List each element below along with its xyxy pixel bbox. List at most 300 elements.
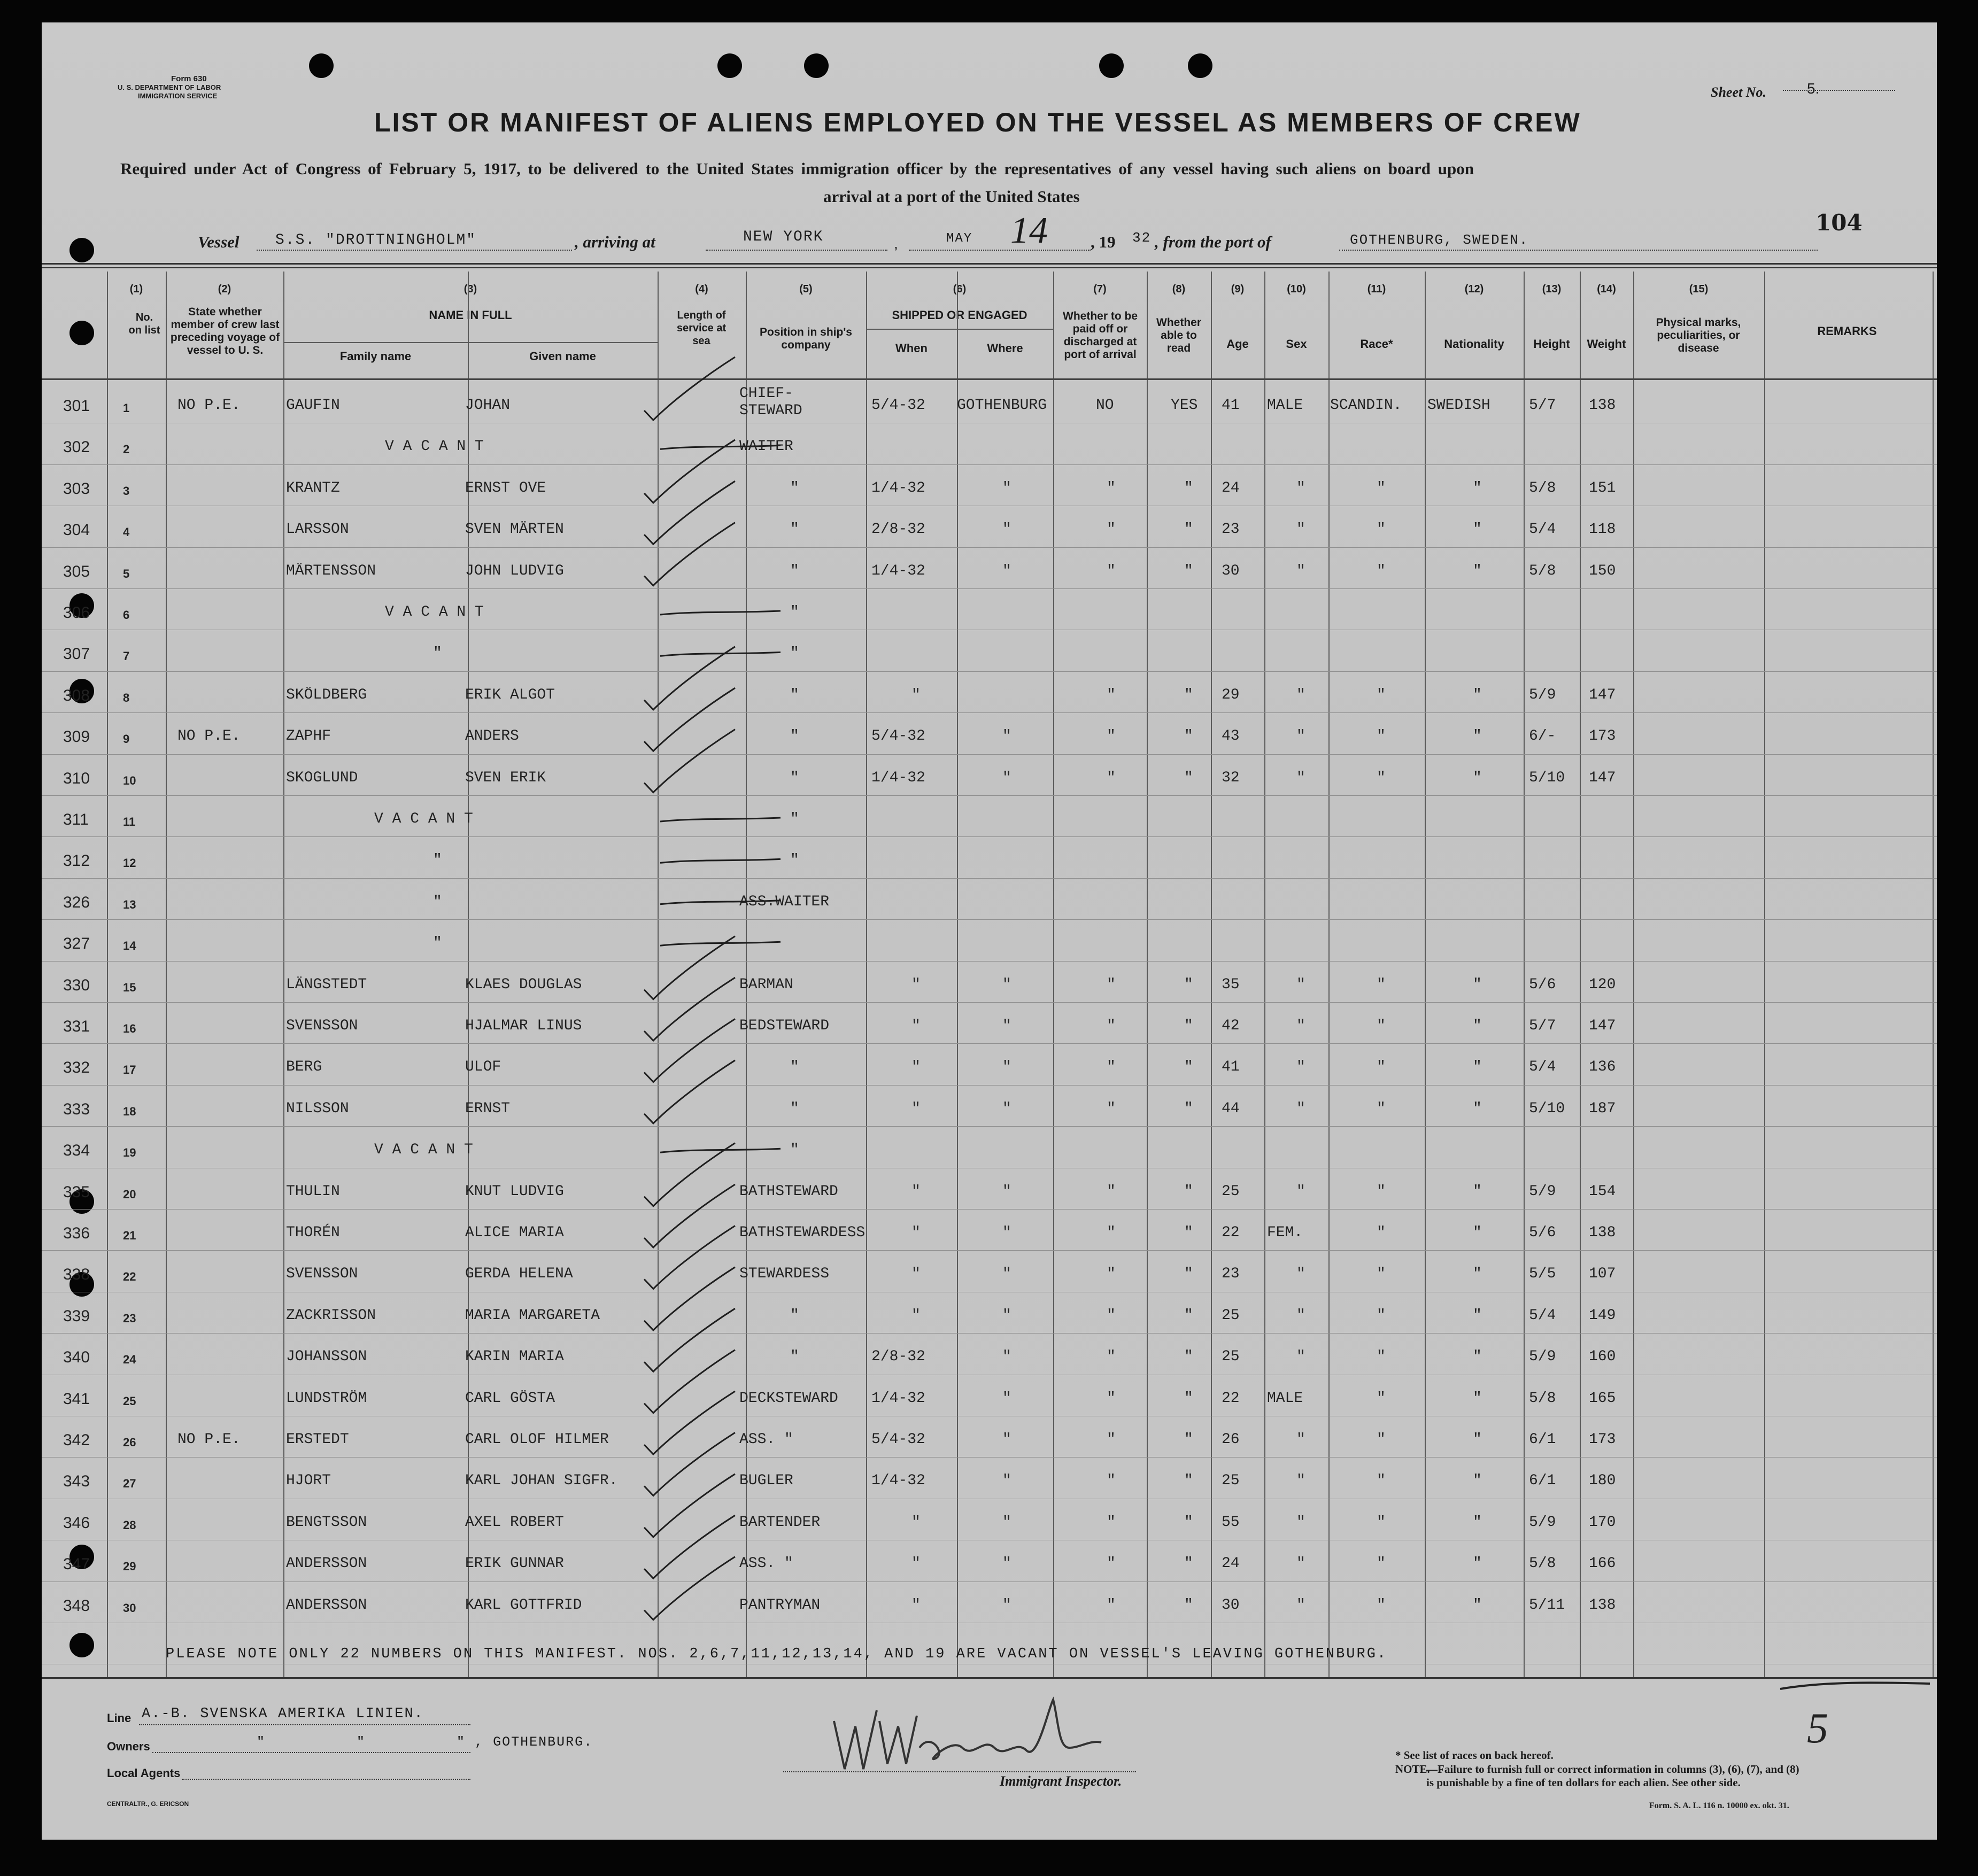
sex: " (1296, 1100, 1305, 1117)
shipped-where: " (1002, 1555, 1011, 1572)
list-number: 3 (123, 484, 130, 498)
service-checkmark (644, 1557, 735, 1620)
weight: 147 (1589, 686, 1616, 703)
position: " (790, 1142, 799, 1159)
list-number: 22 (123, 1270, 136, 1284)
family-name: HJORT (286, 1472, 331, 1490)
height: 5/9 (1529, 1348, 1556, 1366)
able-to-read: " (1184, 1059, 1193, 1076)
list-number: 7 (123, 649, 130, 663)
height: 5/11 (1529, 1596, 1565, 1614)
family-name: SKOGLUND (286, 769, 358, 786)
able-to-read: " (1184, 1224, 1193, 1241)
col4-number: (4) (695, 283, 708, 295)
shipped-where: " (1002, 479, 1011, 497)
able-to-read: " (1184, 976, 1193, 993)
service-checkmark (644, 936, 735, 999)
list-number: 2 (123, 443, 130, 456)
col5-label: Position in ship's company (759, 326, 852, 351)
list-number: 15 (123, 980, 136, 994)
race: " (1377, 1348, 1386, 1366)
race: " (1377, 1514, 1386, 1531)
shipped-where: " (1002, 1183, 1011, 1200)
paid-off: " (1107, 479, 1116, 497)
line-value: A.-B. SVENSKA AMERIKA LINIEN. (142, 1706, 424, 1722)
given-name: MARIA MARGARETA (465, 1307, 600, 1324)
arrival-day: 14 (1010, 210, 1048, 251)
position: BUGLER (739, 1472, 793, 1490)
family-name: " (433, 893, 442, 910)
sex: " (1296, 769, 1305, 786)
arrival-port: NEW YORK (743, 229, 824, 245)
weight: 166 (1589, 1555, 1616, 1572)
position: " (790, 1059, 799, 1076)
paid-off: " (1107, 1018, 1116, 1034)
col4-label: Length of service at sea (676, 309, 727, 347)
service-checkmark (644, 523, 735, 586)
weight: 120 (1589, 976, 1616, 993)
row-id: 346 (63, 1514, 90, 1532)
department-name: U. S. DEPARTMENT OF LABOR (118, 83, 221, 91)
shipped-where: " (1002, 728, 1011, 745)
service-checkmark (644, 481, 735, 544)
shipped-when: 5/4-32 (871, 397, 925, 414)
list-number: 29 (123, 1560, 136, 1573)
able-to-read: " (1184, 562, 1193, 579)
position: " (790, 686, 799, 703)
col9-label: Age (1226, 337, 1249, 351)
given-name: AXEL ROBERT (465, 1514, 564, 1531)
row-id: 347 (63, 1555, 90, 1573)
family-name: LARSSON (286, 521, 349, 538)
height: 5/4 (1529, 521, 1556, 538)
weight: 136 (1589, 1059, 1616, 1076)
row-id: 342 (63, 1431, 90, 1449)
nationality: " (1473, 1307, 1482, 1324)
able-to-read: " (1184, 1018, 1193, 1034)
service-checkmark (660, 818, 781, 821)
col6-number: (6) (953, 283, 967, 295)
family-name: LÄNGSTEDT (286, 976, 367, 993)
able-to-read: " (1184, 479, 1193, 497)
weight: 149 (1589, 1307, 1616, 1324)
age: 23 (1222, 1266, 1240, 1283)
age: 32 (1222, 769, 1240, 786)
list-number: 20 (123, 1187, 136, 1201)
race: " (1377, 728, 1386, 745)
nationality: " (1473, 1555, 1482, 1572)
able-to-read: " (1184, 1472, 1193, 1490)
height: 5/8 (1529, 1390, 1556, 1407)
list-number: 30 (123, 1601, 136, 1615)
paid-off: " (1107, 1348, 1116, 1366)
paid-off: " (1107, 521, 1116, 538)
able-to-read: " (1184, 769, 1193, 786)
position: " (790, 1307, 799, 1324)
position: " (790, 728, 799, 745)
service-checkmark (660, 859, 781, 863)
shipped-when: " (911, 686, 921, 703)
position: " (790, 604, 799, 621)
shipped-when: " (911, 1018, 921, 1034)
given-name: GERDA HELENA (465, 1266, 573, 1283)
race: " (1377, 1555, 1386, 1572)
col2-label: State whether member of crew last preceding voyage of vessel to U. S. (170, 306, 280, 356)
sex: " (1296, 686, 1305, 703)
race: " (1377, 1100, 1386, 1117)
sheet-number: 5. (1807, 80, 1820, 97)
family-name: " (433, 645, 442, 662)
nationality: " (1473, 1266, 1482, 1283)
nationality: " (1473, 1472, 1482, 1490)
weight: 107 (1589, 1266, 1616, 1283)
able-to-read: " (1184, 1266, 1193, 1283)
sex: MALE (1267, 397, 1303, 414)
row-id: 309 (63, 728, 90, 746)
nationality: " (1473, 479, 1482, 497)
row-id: 332 (63, 1059, 90, 1077)
weight: 173 (1589, 1431, 1616, 1448)
sex: " (1296, 1059, 1305, 1076)
paid-off: " (1107, 1100, 1116, 1117)
col11-label: Race* (1360, 337, 1393, 351)
list-number: 9 (123, 732, 130, 746)
service-checkmark (644, 1226, 735, 1289)
given-name: CARL GÖSTA (465, 1390, 555, 1407)
family-name: " (433, 935, 442, 952)
sex: " (1296, 479, 1305, 497)
shipped-where: " (1002, 521, 1011, 538)
position: " (790, 1348, 799, 1366)
given-name: KLAES DOUGLAS (465, 976, 582, 993)
age: 24 (1222, 479, 1240, 497)
height: 5/8 (1529, 479, 1556, 497)
nationality: " (1473, 1018, 1482, 1034)
nationality: " (1473, 1059, 1482, 1076)
nationality: " (1473, 1596, 1482, 1614)
position: " (790, 645, 799, 662)
shipped-where: " (1002, 1596, 1011, 1614)
family-name: NILSSON (286, 1100, 349, 1117)
list-number: 28 (123, 1518, 136, 1532)
shipped-when: 2/8-32 (871, 521, 925, 538)
list-number: 21 (123, 1229, 136, 1242)
paid-off: " (1107, 1224, 1116, 1241)
given-name: HJALMAR LINUS (465, 1018, 582, 1034)
subtitle-line-2: arrival at a port of the United States (823, 187, 1080, 206)
col12-label: Nationality (1444, 337, 1504, 351)
position: BARTENDER (739, 1514, 821, 1531)
position: " (790, 769, 799, 786)
col14-number: (14) (1597, 283, 1616, 295)
nationality: " (1473, 1348, 1482, 1366)
subtitle-line-1: Required under Act of Congress of February 5, 1917, to be delivered to the United States immigration officer by the representatives of any vessel having such aliens on board upon (120, 159, 1474, 178)
able-to-read: " (1184, 728, 1193, 745)
height: 6/1 (1529, 1431, 1556, 1448)
able-to-read: " (1184, 1183, 1193, 1200)
shipped-where: " (1002, 1472, 1011, 1490)
col5-number: (5) (799, 283, 813, 295)
family-name: ZAPHF (286, 728, 331, 745)
shipped-where: " (1002, 1390, 1011, 1407)
nationality: " (1473, 1390, 1482, 1407)
vessel-label: Vessel (198, 232, 239, 251)
race: " (1377, 1266, 1386, 1283)
service-checkmark (644, 1474, 735, 1537)
age: 30 (1222, 1596, 1240, 1614)
list-number: 4 (123, 525, 130, 539)
row-id: 310 (63, 769, 90, 787)
family-name: " (433, 852, 442, 869)
shipped-when: " (911, 1555, 921, 1572)
list-number: 8 (123, 691, 130, 704)
shipped-when: 1/4-32 (871, 769, 925, 786)
weight: 173 (1589, 728, 1616, 745)
service-checkmark (644, 647, 735, 710)
height: 5/10 (1529, 769, 1565, 786)
sex: " (1296, 1514, 1305, 1531)
shipped-when: " (911, 1596, 921, 1614)
row-id: 348 (63, 1596, 90, 1615)
service-checkmark (644, 1432, 735, 1495)
family-name: V A C A N T (385, 438, 484, 455)
list-number: 12 (123, 856, 136, 870)
race: " (1377, 1018, 1386, 1034)
row-id: 330 (63, 976, 90, 994)
col13-label: Height (1533, 337, 1570, 351)
shipped-where: " (1002, 1224, 1011, 1241)
family-name: SVENSSON (286, 1266, 358, 1283)
service-name: IMMIGRATION SERVICE (138, 92, 218, 100)
shipped-when: 1/4-32 (871, 1472, 925, 1490)
shipped-when: " (911, 1514, 921, 1531)
family-name: BERG (286, 1059, 322, 1076)
shipped-when: " (911, 1266, 921, 1283)
list-number: 17 (123, 1063, 136, 1077)
height: 5/7 (1529, 1018, 1556, 1034)
given-name: SVEN ERIK (465, 769, 546, 786)
inspector-label: Immigrant Inspector. (1000, 1773, 1122, 1789)
sex: MALE (1267, 1390, 1303, 1407)
height: 5/4 (1529, 1307, 1556, 1324)
position: " (790, 811, 799, 827)
shipped-when: " (911, 1100, 921, 1117)
row-id: 312 (63, 852, 90, 870)
nationality: " (1473, 562, 1482, 579)
weight: 187 (1589, 1100, 1616, 1117)
sex: " (1296, 1018, 1305, 1034)
paid-off: NO (1096, 397, 1114, 414)
able-to-read: " (1184, 686, 1193, 703)
age: 41 (1222, 1059, 1240, 1076)
service-checkmark (644, 978, 735, 1041)
position: ASS.WAITER (739, 893, 830, 910)
service-checkmark (644, 1391, 735, 1454)
given-name: ANDERS (465, 728, 519, 745)
height: 5/4 (1529, 1059, 1556, 1076)
nationality: " (1473, 1100, 1482, 1117)
paid-off: " (1107, 728, 1116, 745)
row-id: 303 (63, 479, 90, 498)
position: PANTRYMAN (739, 1596, 821, 1614)
given-name: SVEN MÄRTEN (465, 521, 564, 538)
list-number: 27 (123, 1477, 136, 1491)
col8-number: (8) (1172, 283, 1186, 295)
list-number: 19 (123, 1146, 136, 1160)
shipped-when: " (911, 976, 921, 993)
weight: 170 (1589, 1514, 1616, 1531)
col10-number: (10) (1287, 283, 1306, 295)
position: BEDSTEWARD (739, 1018, 830, 1034)
given-name: ERIK GUNNAR (465, 1555, 564, 1572)
service-checkmark (644, 1267, 735, 1330)
shipped-where: " (1002, 1348, 1011, 1366)
position: " (790, 1100, 799, 1117)
previous-voyage: NO P.E. (177, 1431, 241, 1448)
given-name: ALICE MARIA (465, 1224, 564, 1241)
col15-number: (15) (1689, 283, 1709, 295)
race: " (1377, 479, 1386, 497)
family-name: JOHANSSON (286, 1348, 367, 1366)
height: 5/9 (1529, 686, 1556, 703)
shipped-when: 1/4-32 (871, 1390, 925, 1407)
arriving-label: , arriving at (575, 232, 655, 251)
nationality: " (1473, 1514, 1482, 1531)
family-name: V A C A N T (374, 811, 473, 827)
weight: 138 (1589, 1224, 1616, 1241)
sex: " (1296, 1596, 1305, 1614)
family-name: ANDERSSON (286, 1555, 367, 1572)
race: " (1377, 976, 1386, 993)
able-to-read: " (1184, 1555, 1193, 1572)
weight: 150 (1589, 562, 1616, 579)
owners-label: Owners (107, 1740, 150, 1753)
position: STEWARDESS (739, 1266, 830, 1283)
height: 5/10 (1529, 1100, 1565, 1117)
inspector-signature (823, 1689, 1144, 1774)
age: 55 (1222, 1514, 1240, 1531)
able-to-read: " (1184, 1100, 1193, 1117)
service-checkmark (644, 440, 735, 503)
height: 5/8 (1529, 1555, 1556, 1572)
height: 5/6 (1529, 976, 1556, 993)
position: ASS. " (739, 1555, 793, 1572)
list-number: 6 (123, 608, 130, 622)
weight: 138 (1589, 397, 1616, 414)
paid-off: " (1107, 1431, 1116, 1448)
row-id: 334 (63, 1142, 90, 1160)
age: 42 (1222, 1018, 1240, 1034)
pen-mark (1775, 1678, 1935, 1753)
service-checkmark (644, 688, 735, 751)
paid-off: " (1107, 686, 1116, 703)
race: " (1377, 562, 1386, 579)
age: 22 (1222, 1390, 1240, 1407)
fine-note-line-2: is punishable by a fine of ten dollars for each alien. See other side. (1426, 1776, 1741, 1789)
family-name: THULIN (286, 1183, 340, 1200)
able-to-read: " (1184, 1431, 1193, 1448)
age: 24 (1222, 1555, 1240, 1572)
col1-number: (1) (129, 283, 143, 295)
position: ASS. " (739, 1431, 793, 1448)
weight: 118 (1589, 521, 1616, 538)
paid-off: " (1107, 1183, 1116, 1200)
row-id: 301 (63, 397, 90, 415)
paid-off: " (1107, 1514, 1116, 1531)
col15-label: Physical marks, peculiarities, or disease (1656, 316, 1741, 354)
list-number: 18 (123, 1104, 136, 1118)
position: DECKSTEWARD (739, 1390, 838, 1407)
nationality: " (1473, 1431, 1482, 1448)
position: BARMAN (739, 976, 793, 993)
vacancy-note: PLEASE NOTE ONLY 22 NUMBERS ON THIS MANIFEST. NOS. 2,6,7,11,12,13,14, AND 19 ARE VACANT ON VESSEL'S LEAVING GOTHENBURG. (166, 1646, 1388, 1662)
given-name: KNUT LUDVIG (465, 1183, 564, 1200)
list-number: 13 (123, 897, 136, 911)
shipped-when: " (911, 1183, 921, 1200)
row-id: 306 (63, 604, 90, 622)
shipped-where: " (1002, 1514, 1011, 1531)
race: " (1377, 1059, 1386, 1076)
stray-five: 5 (1807, 1705, 1828, 1752)
service-checkmark (644, 1060, 735, 1123)
race: " (1377, 1390, 1386, 1407)
given-name: KARL JOHAN SIGFR. (465, 1472, 618, 1490)
weight: 151 (1589, 479, 1616, 497)
height: 5/9 (1529, 1183, 1556, 1200)
paid-off: " (1107, 562, 1116, 579)
note-label: NOTE. (1395, 1763, 1430, 1776)
sheet-label: Sheet No. (1711, 84, 1766, 100)
paid-off: " (1107, 1472, 1116, 1490)
family-name: V A C A N T (385, 604, 484, 621)
height: 6/1 (1529, 1472, 1556, 1490)
form-number: Form 630 (171, 74, 207, 83)
arrival-month: MAY (946, 231, 973, 246)
given-name: JOHN LUDVIG (465, 562, 564, 579)
shipped-where: " (1002, 1018, 1011, 1034)
family-name: BENGTSSON (286, 1514, 367, 1531)
service-checkmark (644, 1308, 735, 1371)
position: " (790, 521, 799, 538)
given-name: KARL GOTTFRID (465, 1596, 582, 1614)
race: SCANDIN. (1330, 397, 1402, 414)
paid-off: " (1107, 1555, 1116, 1572)
given-name: JOHAN (465, 397, 511, 414)
paid-off: " (1107, 769, 1116, 786)
race: " (1377, 769, 1386, 786)
position: " (790, 479, 799, 497)
row-id: 327 (63, 935, 90, 953)
weight: 160 (1589, 1348, 1616, 1366)
list-number: 1 (123, 401, 130, 415)
service-checkmark (644, 1019, 735, 1082)
shipped-where: GOTHENBURG (957, 397, 1047, 414)
row-id: 331 (63, 1018, 90, 1035)
able-to-read: YES (1171, 397, 1198, 414)
row-id: 305 (63, 562, 90, 580)
col14-label: Weight (1587, 337, 1626, 351)
nationality: " (1473, 769, 1482, 786)
list-number: 10 (123, 773, 136, 787)
col13-number: (13) (1542, 283, 1562, 295)
races-note: * See list of races on back hereof. (1395, 1749, 1554, 1762)
row-id: 304 (63, 521, 90, 539)
paid-off: " (1107, 1390, 1116, 1407)
given-name: ULOF (465, 1059, 501, 1076)
list-number: 5 (123, 567, 130, 580)
height: 5/5 (1529, 1266, 1556, 1283)
shipped-when: " (911, 1059, 921, 1076)
